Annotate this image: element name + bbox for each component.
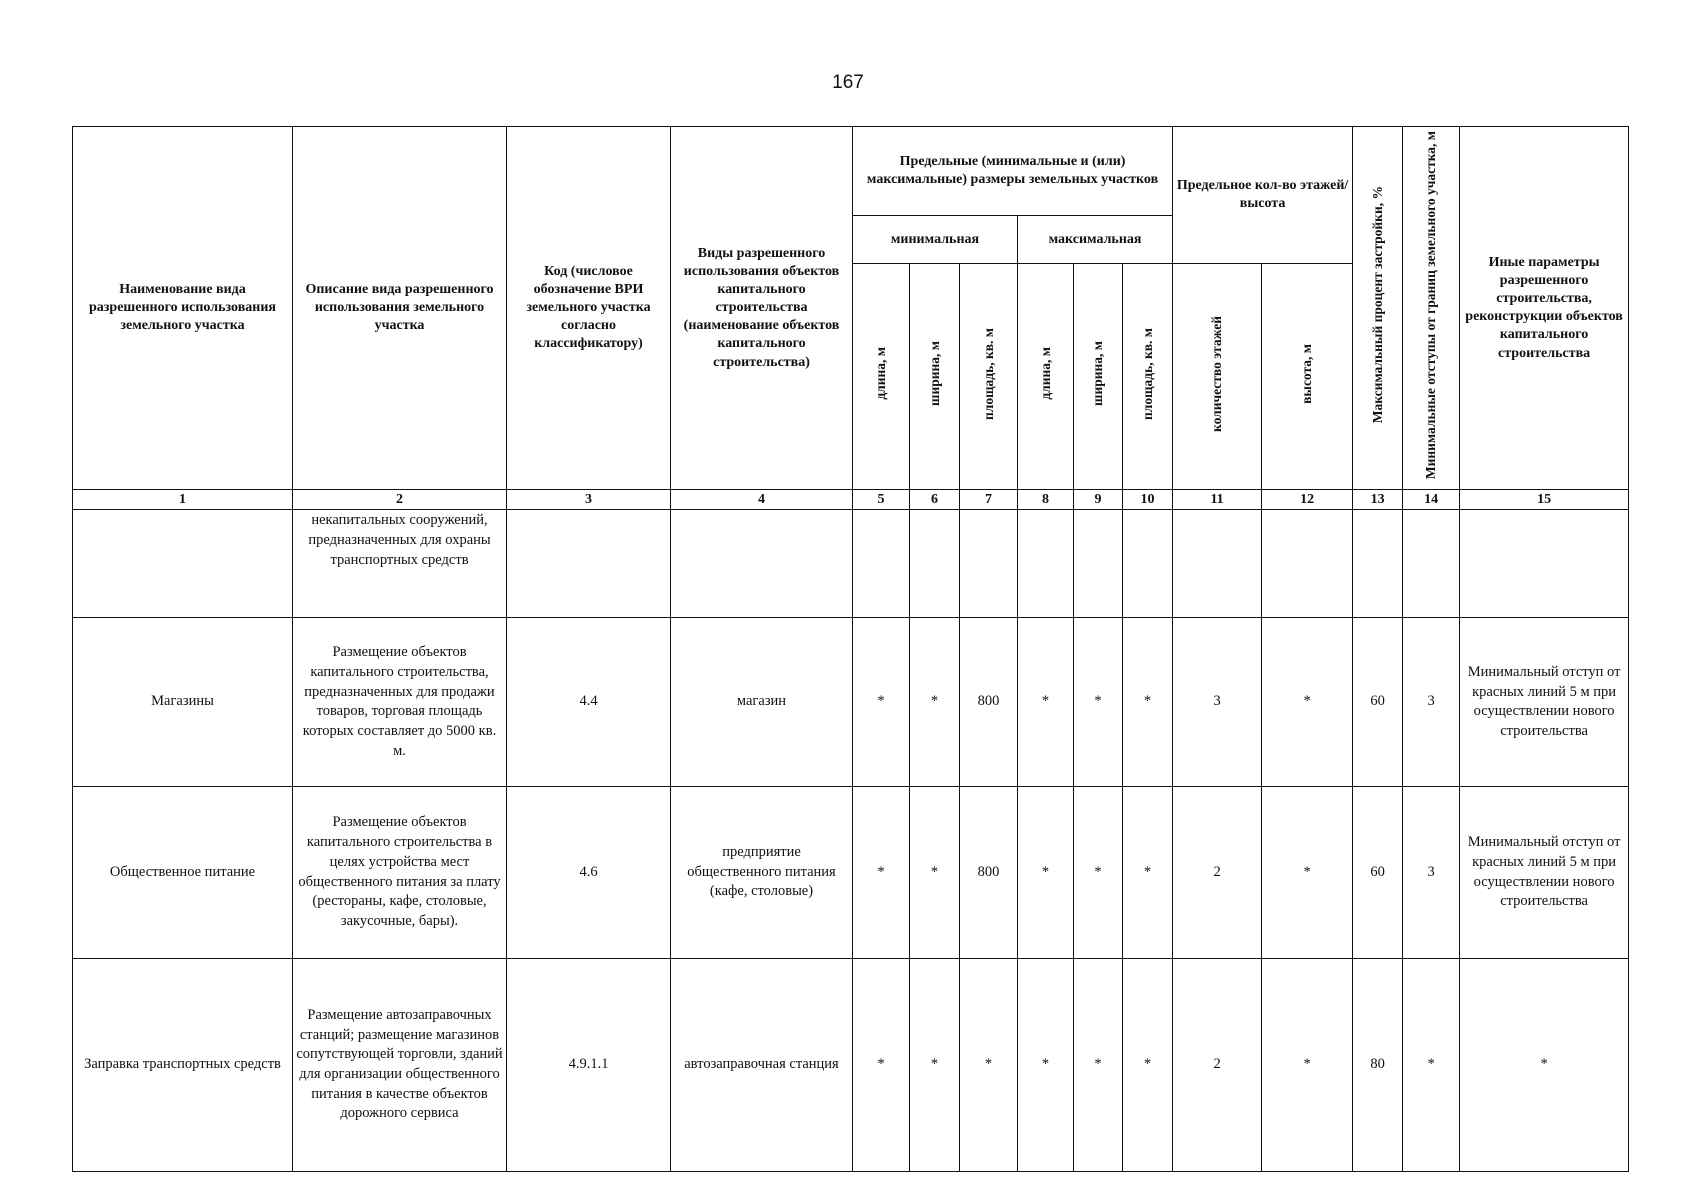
cell-name: Общественное питание: [73, 787, 293, 958]
header-min-area: площадь, кв. м: [960, 264, 1018, 490]
header-max-group: максимальная: [1018, 216, 1173, 264]
cell-description: Размещение автозаправочных станций; размещение магазинов сопутствующей торговли, зданий для организации общественного питания в качестве объектов дорожного сервиса: [293, 958, 507, 1172]
cell-max-length: *: [1018, 958, 1074, 1172]
cell-max-width: *: [1074, 958, 1123, 1172]
cell-floors: 2: [1173, 787, 1262, 958]
cell-code: 4.6: [507, 787, 671, 958]
cell-building-types: [671, 510, 853, 618]
cell-max-width: [1074, 510, 1123, 618]
cell-max-area: *: [1123, 787, 1173, 958]
cell-code: 4.4: [507, 618, 671, 787]
cell-code: [507, 510, 671, 618]
cell-setback: 3: [1403, 618, 1460, 787]
table-row: [73, 618, 1629, 787]
cell-min-length: *: [853, 958, 910, 1172]
header-min-length: длина, м: [853, 264, 910, 490]
cell-min-width: *: [910, 618, 960, 787]
column-number: 2: [293, 490, 507, 510]
header-min-setback: Минимальные отступы от границ земельного участка, м: [1403, 127, 1460, 490]
table-row: [73, 787, 1629, 958]
column-number: 10: [1123, 490, 1173, 510]
cell-min-area: [960, 510, 1018, 618]
cell-other: Минимальный отступ от красных линий 5 м при осуществлении нового строительства: [1460, 618, 1629, 787]
header-building-types: Виды разрешенного использования объектов капитального строительства (наименование объектов капитального строительства): [671, 127, 853, 490]
cell-code: 4.9.1.1: [507, 958, 671, 1172]
header-max-length: длина, м: [1018, 264, 1074, 490]
page-number: 167: [832, 72, 864, 93]
header-other-params: Иные параметры разрешенного строительства, реконструкции объектов капитального строительства: [1460, 127, 1629, 490]
cell-other: *: [1460, 958, 1629, 1172]
cell-max-percent: [1353, 510, 1403, 618]
header-land-use-description: Описание вида разрешенного использования земельного участка: [293, 127, 507, 490]
header-land-use-code: Код (числовое обозначение ВРИ земельного участка согласно классификатору): [507, 127, 671, 490]
cell-height: *: [1262, 958, 1353, 1172]
column-number: 3: [507, 490, 671, 510]
cell-name: [73, 510, 293, 618]
cell-setback: [1403, 510, 1460, 618]
header-min-width: ширина, м: [910, 264, 960, 490]
cell-name: Заправка транспортных средств: [73, 958, 293, 1172]
cell-height: [1262, 510, 1353, 618]
cell-min-width: [910, 510, 960, 618]
column-number: 4: [671, 490, 853, 510]
cell-max-percent: 60: [1353, 618, 1403, 787]
column-number: 9: [1074, 490, 1123, 510]
column-number-row: [73, 490, 1629, 510]
cell-height: *: [1262, 787, 1353, 958]
header-floors-count: количество этажей: [1173, 264, 1262, 490]
cell-max-area: *: [1123, 958, 1173, 1172]
header-floors-group: Предельное кол-во этажей/высота: [1173, 127, 1353, 264]
cell-min-width: *: [910, 958, 960, 1172]
cell-other: [1460, 510, 1629, 618]
cell-max-width: *: [1074, 618, 1123, 787]
header-max-area: площадь, кв. м: [1123, 264, 1173, 490]
table-row: [73, 958, 1629, 1172]
cell-description: Размещение объектов капитального строительства в целях устройства мест общественного питания за плату (рестораны, кафе, столовые, закусочные, бары).: [293, 787, 507, 958]
cell-min-area: *: [960, 958, 1018, 1172]
cell-max-area: [1123, 510, 1173, 618]
cell-min-length: [853, 510, 910, 618]
header-min-group: минимальная: [853, 216, 1018, 264]
cell-height: *: [1262, 618, 1353, 787]
column-number: 13: [1353, 490, 1403, 510]
header-plot-size-group: Предельные (минимальные и (или) максимальные) размеры земельных участков: [853, 127, 1173, 216]
cell-max-length: [1018, 510, 1074, 618]
cell-description: некапитальных сооружений, предназначенных для охраны транспортных средств: [293, 510, 507, 618]
cell-floors: 3: [1173, 618, 1262, 787]
header-land-use-name: Наименование вида разрешенного использования земельного участка: [73, 127, 293, 490]
cell-floors: [1173, 510, 1262, 618]
column-number: 14: [1403, 490, 1460, 510]
cell-min-area: 800: [960, 618, 1018, 787]
cell-building-types: магазин: [671, 618, 853, 787]
land-use-table: [72, 126, 1629, 1172]
cell-name: Магазины: [73, 618, 293, 787]
cell-setback: *: [1403, 958, 1460, 1172]
column-number: 11: [1173, 490, 1262, 510]
cell-floors: 2: [1173, 958, 1262, 1172]
header-max-width: ширина, м: [1074, 264, 1123, 490]
column-number: 8: [1018, 490, 1074, 510]
cell-min-area: 800: [960, 787, 1018, 958]
column-number: 6: [910, 490, 960, 510]
cell-description: Размещение объектов капитального строительства, предназначенных для продажи товаров, торговая площадь которых составляет до 5000 кв. м.: [293, 618, 507, 787]
cell-max-width: *: [1074, 787, 1123, 958]
cell-other: Минимальный отступ от красных линий 5 м при осуществлении нового строительства: [1460, 787, 1629, 958]
header-max-percent: Максимальный процент застройки, %: [1353, 127, 1403, 490]
header-height: высота, м: [1262, 264, 1353, 490]
cell-building-types: предприятие общественного питания (кафе, столовые): [671, 787, 853, 958]
column-number: 5: [853, 490, 910, 510]
column-number: 7: [960, 490, 1018, 510]
cell-min-width: *: [910, 787, 960, 958]
table-row: [73, 510, 1629, 618]
cell-building-types: автозаправочная станция: [671, 958, 853, 1172]
column-number: 12: [1262, 490, 1353, 510]
cell-max-length: *: [1018, 618, 1074, 787]
cell-max-percent: 60: [1353, 787, 1403, 958]
column-number: 15: [1460, 490, 1629, 510]
cell-max-area: *: [1123, 618, 1173, 787]
cell-setback: 3: [1403, 787, 1460, 958]
cell-min-length: *: [853, 618, 910, 787]
column-number: 1: [73, 490, 293, 510]
cell-min-length: *: [853, 787, 910, 958]
cell-max-percent: 80: [1353, 958, 1403, 1172]
cell-max-length: *: [1018, 787, 1074, 958]
